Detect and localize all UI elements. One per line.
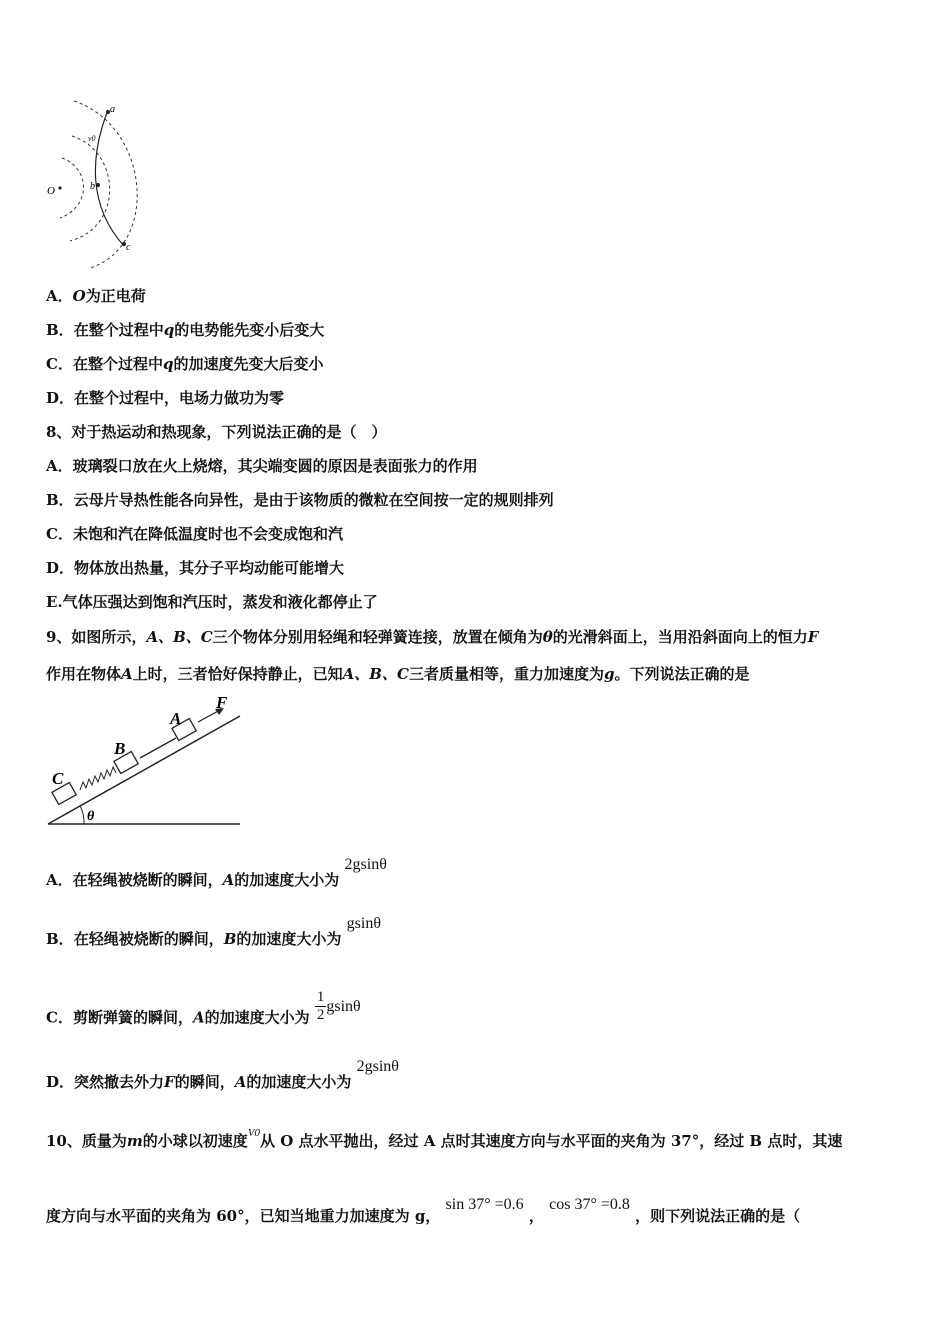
label-b: b (90, 181, 95, 192)
fraction-one-half: $\frac{1}{2}$ (316, 989, 325, 1023)
label-a: a (110, 104, 115, 115)
q7-option-b: B．在整个过程中q的电势能先变小后变大 (46, 321, 325, 339)
q9-option-d: D．突然撤去外力F的瞬间，A的加速度大小为 2gsinθ (46, 1058, 399, 1091)
q7-option-c: C．在整个过程中q的加速度先变大后变小 (46, 355, 324, 373)
label-v0: v0 (88, 134, 96, 143)
q9-option-c: C．剪断弹簧的瞬间，A的加速度大小为 $\frac{1}{2}$ gsinθ (46, 989, 361, 1027)
q7-option-a: A．O为正电荷 (46, 287, 146, 305)
q10-line1: 10、质量为m的小球以初速度$^{V0}$从 O 点水平抛出，经过 A 点时其速度方向与水平面的夹角为 37°，经过 B 点时，其速 (46, 1127, 843, 1150)
q9-option-b: B．在轻绳被烧断的瞬间，B的加速度大小为 gsinθ (46, 915, 381, 948)
q8-option-a: A．玻璃裂口放在火上烧熔，其尖端变圆的原因是表面张力的作用 (46, 457, 478, 475)
q8-option-c: C．未饱和汽在降低温度时也不会变成饱和汽 (46, 525, 343, 543)
q8-option-e: E.气体压强达到饱和汽压时，蒸发和液化都停止了 (46, 593, 378, 611)
label-F: F (216, 694, 228, 712)
q9-option-a: A．在轻绳被烧断的瞬间，A的加速度大小为 2gsinθ (46, 856, 387, 889)
label-B: B (114, 739, 126, 758)
q8-option-d: D．物体放出热量，其分子平均动能可能增大 (46, 559, 345, 577)
q9-stem-line1: 9、如图所示，A、B、C三个物体分别用轻绳和轻弹簧连接，放置在倾角为θ的光滑斜面上，当用沿斜面向上的恒力F (46, 628, 819, 646)
label-c: c (126, 242, 131, 253)
q7-field-diagram (40, 96, 160, 276)
q9-stem-line2: 作用在物体A上时，三者恰好保持静止，已知A、B、C三者质量相等，重力加速度为g。下列说法正确的是 (46, 665, 750, 683)
q8-option-b: B．云母片导热性能各向异性，是由于该物质的微粒在空间按一定的规则排列 (46, 491, 554, 509)
q8-stem: 8、对于热运动和热现象，下列说法正确的是（ ） (46, 423, 387, 441)
label-theta: θ (87, 809, 95, 824)
label-A: A (170, 709, 182, 728)
label-C: C (52, 769, 64, 788)
q7-option-d: D．在整个过程中，电场力做功为零 (46, 389, 285, 407)
q10-line2: 度方向与水平面的夹角为 60°，已知当地重力加速度为 g， sin 37° =0.6 ， cos 37° =0.8 ，则下列说法正确的是（ (46, 1196, 801, 1225)
q9-incline-diagram (40, 694, 250, 834)
label-o: O (47, 185, 55, 197)
